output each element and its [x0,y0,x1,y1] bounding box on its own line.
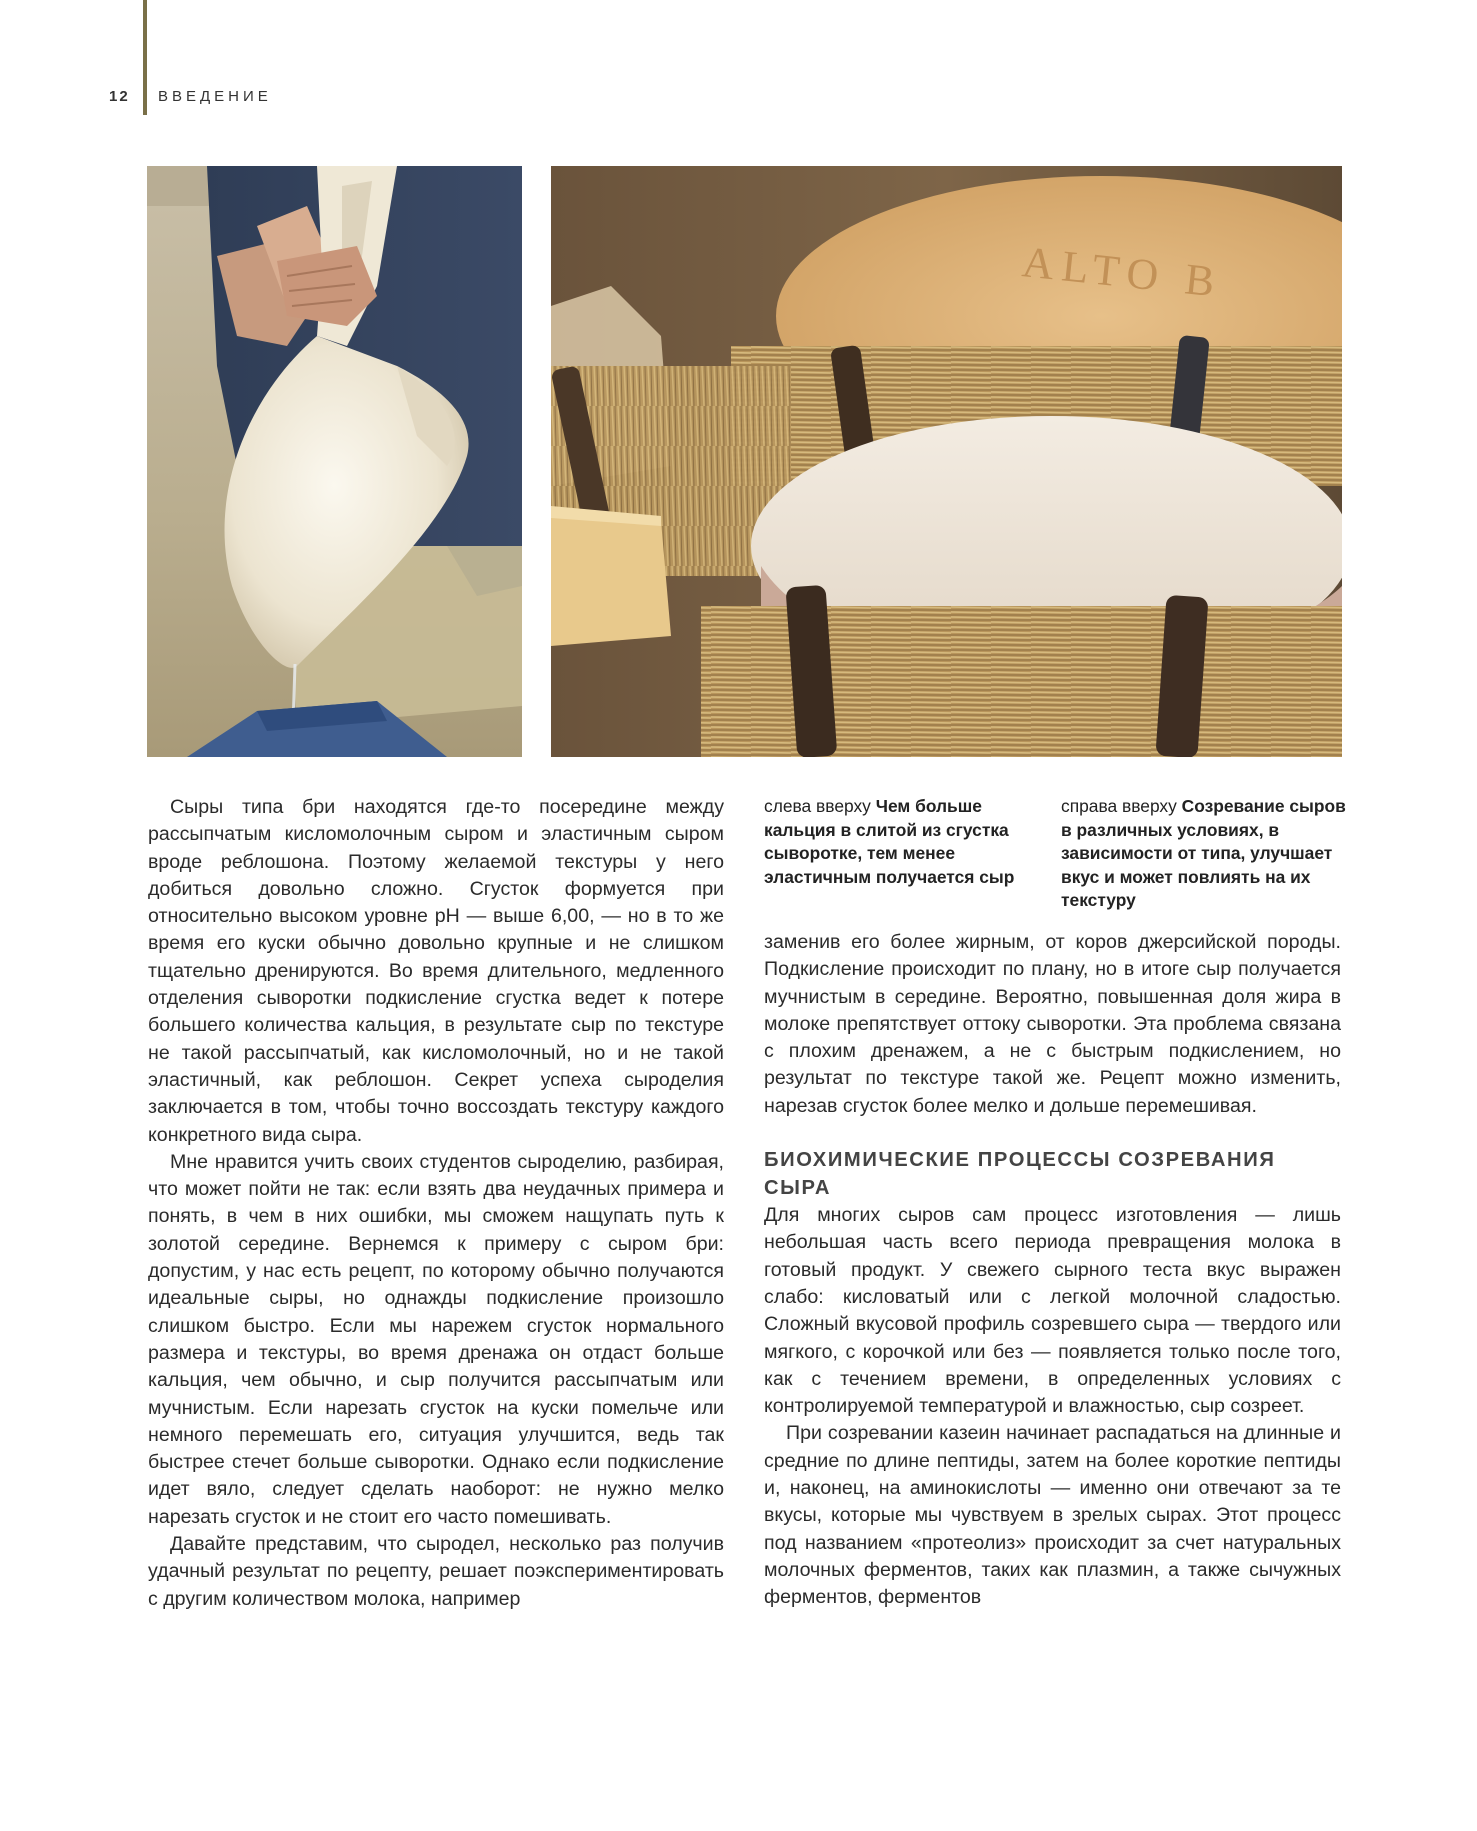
caption-left-text: Чем больше кальция в слитой из сгустка сыворотке, тем менее эластичным получается сыр [764,796,1015,887]
header-vertical-rule [143,0,147,115]
caption-right [1061,795,1351,913]
body-paragraph: Давайте представим, что сыродел, несколько раз получив удачный результат по рецепту, решает поэкспериментировать с другим количеством молока, например [148,1533,724,1610]
continuation-paragraph: заменив его более жирным, от коров джерсийской породы. Подкисление происходит по плану, но в итоге сыр получается мучнистым в середине. Вероятно, повышенная доля жира в молоке препятствует оттоку сыворотки. Эта проблема связана с плохим дренажем, а не с быстрым подкислением, но результат по текстуре такой же. Рецепт можно изменить, нарезав сгусток более мелко и дольше перемешивая. [764,931,1341,1117]
whey-draining-photo [147,166,522,757]
left-text-column [148,794,724,1613]
page-number: 12 [109,88,130,105]
cheese-wheels-on-straw-photo-icon [551,166,1342,757]
body-paragraph: При созревании казеин начинает распадаться на длинные и средние по длине пептиды, затем на более короткие пептиды и, наконец, на аминокислоты — именно они отвечают за те вкусы, которые мы чувствуем в зрелых сырах. Этот процесс под названием «протеолиз» происходит за счет натуральных молочных ферментов, таких как плазмин, а также сычужных ферментов, ферментов [764,1422,1341,1609]
body-paragraph: Мне нравится учить своих студентов сыроделию, разбирая, что может пойти не так: если взять два неудачных примера и понять, в чем в них ошибки, мы сможем нащупать путь к золотой середине. Вернемся к примеру с сыром бри: допустим, у нас есть рецепт, по которому обычно получаются идеальные сыры, но однажды подкисление произошло слишком быстро. Если мы нарежем сгусток нормального размера и текстуры, во время дренажа он отдаст больше кальция, чем обычно, и сыр получится рассыпчатым или мучнистым. Если нарезать сгусток на куски помельче или немного перемешать его, ситуация улучшится, ведь так быстрее стечет больше сыворотки. Однако если подкисление идет вяло, следует сделать наоборот: не нужно мелко нарезать сгусток и не стоит его часто помешивать. [148,1150,724,1528]
body-paragraph: Для многих сыров сам процесс изготовления — лишь небольшая часть всего периода превращения молока в готовый продукт. У свежего сырного теста вкус выражен слабо: кисловатый или с легкой молочной сладостью. Сложный вкусовой профиль созревшего сыра — твердого или мягкого, с корочкой или без — появляется только после того, как с течением времени, в определенных условиях с контролируемой температурой и влажностью, сыр созреет. [764,1204,1341,1418]
section-heading: БИОХИМИЧЕСКИЕ ПРОЦЕССЫ СОЗРЕВАНИЯ СЫРА [764,1149,1276,1199]
cheese-stamp-text: ALTO B [1019,237,1225,307]
body-paragraph: Сыры типа бри находятся где-то посередине между рассыпчатым кисломолочным сыром и эластичным сыром вроде реблошона. Поэтому желаемой текстуры у него добиться довольно сложно. Сгусток формуется при относительно высоком уровне pH — выше 6,00, — но в то же время его куски обычно довольно крупные и не слишком тщательно дренируются. Во время длительного, медленного отделения сыворотки подкисление сгустка ведет к потере большего количества кальция, в результате сыр по текстуре не такой рассыпчатый, как кисломолочный, но и не такой эластичный, как реблошон. Секрет успеха сыроделия заключается в том, чтобы точно воссоздать текстуру каждого конкретного вида сыра. [148,796,724,1146]
caption-left [764,795,1046,889]
running-head: ВВЕДЕНИЕ [158,88,272,105]
whey-draining-bag-photo-icon [147,166,522,757]
right-text-column [764,929,1341,1612]
caption-right-label: справа вверху [1061,796,1182,816]
cheese-aging-photo [551,166,1342,757]
caption-right-text: Созревание сыров в различных условиях, в зависимости от типа, улучшает вкус и может повлиять на их текстуру [1061,796,1346,910]
caption-left-label: слева вверху [764,796,876,816]
